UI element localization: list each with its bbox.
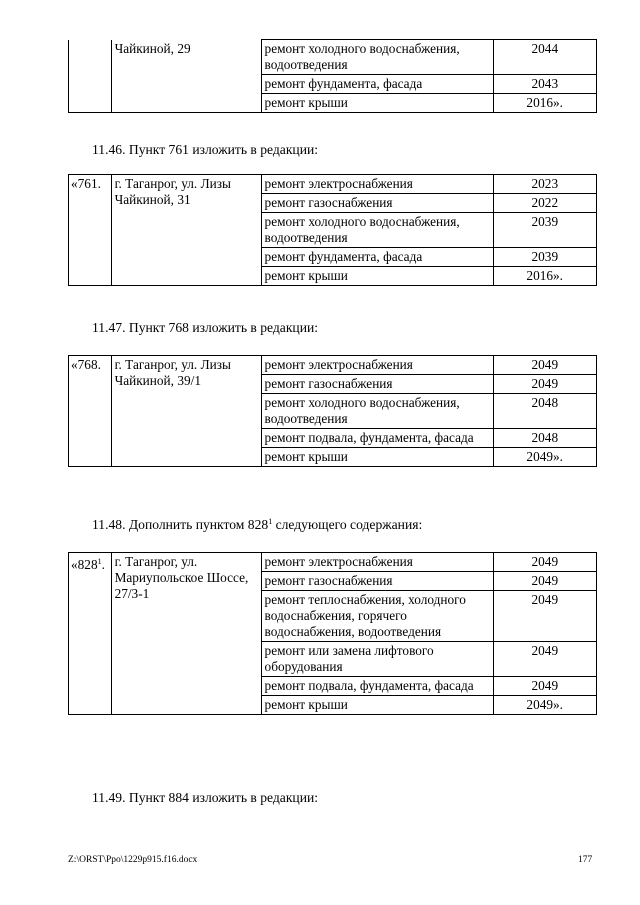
table-continuation [68,39,597,113]
cell-work: ремонт крыши [261,696,493,715]
table-item-768 [68,355,597,467]
cell-year: 2049 [493,642,596,677]
table-item-761 [68,174,597,286]
cell-year: 2049 [493,356,596,375]
cell-number: «768. [69,356,112,467]
cell-work: ремонт газоснабжения [261,375,493,394]
cell-work: ремонт теплоснабжения, холодного водоснабжения, горячего водоснабжения, водоотведения [261,591,493,642]
cell-address: г. Таганрог, ул. Лизы Чайкиной, 39/1 [111,356,261,467]
cell-year: 2016». [493,94,596,113]
cell-year: 2039 [493,248,596,267]
cell-work: ремонт газоснабжения [261,572,493,591]
cell-year: 2048 [493,394,596,429]
paragraph-11-47: 11.47. Пункт 768 изложить в редакции: [92,320,319,335]
cell-address: г. Таганрог, ул. Мариупольское Шоссе, 27/3-1 [111,553,261,715]
cell-work: ремонт холодного водоснабжения, водоотведения [261,394,493,429]
cell-work: ремонт подвала, фундамента, фасада [261,429,493,448]
cell-work: ремонт крыши [261,267,493,286]
cell-year: 2049 [493,572,596,591]
cell-number [69,553,112,715]
cell-year: 2044 [493,40,596,75]
footer-file-path: Z:\ORST\Ppo\1229p915.f16.docx [68,855,198,865]
cell-number [69,40,112,113]
footer-page-number: 177 [578,855,593,865]
cell-work: ремонт электроснабжения [261,553,493,572]
table-item-828-1 [68,552,597,715]
cell-work: ремонт фундамента, фасада [261,248,493,267]
cell-work: ремонт подвала, фундамента, фасада [261,677,493,696]
cell-work: ремонт электроснабжения [261,356,493,375]
cell-year: 2016». [493,267,596,286]
cell-year: 2023 [493,175,596,194]
cell-year: 2049». [493,448,596,467]
paragraph-text: следующего содержания: [272,517,423,532]
cell-work: ремонт крыши [261,94,493,113]
cell-work: ремонт фундамента, фасада [261,75,493,94]
cell-year: 2049 [493,677,596,696]
cell-work: ремонт крыши [261,448,493,467]
cell-work: ремонт холодного водоснабжения, водоотведения [261,213,493,248]
paragraph-11-49: 11.49. Пункт 884 изложить в редакции: [92,790,319,805]
cell-year: 2049 [493,375,596,394]
cell-year: 2049 [493,553,596,572]
cell-year: 2048 [493,429,596,448]
paragraph-11-48 [92,517,422,533]
cell-year: 2022 [493,194,596,213]
paragraph-11-46: 11.46. Пункт 761 изложить в редакции: [92,142,319,157]
cell-work: ремонт газоснабжения [261,194,493,213]
cell-work: ремонт холодного водоснабжения, водоотведения [261,40,493,75]
cell-year: 2049». [493,696,596,715]
superscript: 1 [268,517,273,526]
superscript: 1 [97,557,102,566]
item-number: «828 [71,557,98,572]
cell-address: Чайкиной, 29 [111,40,261,113]
item-number-dot: . [101,557,105,572]
cell-work: ремонт электроснабжения [261,175,493,194]
paragraph-text: 11.48. Дополнить пунктом 828 [92,517,269,532]
cell-number: «761. [69,175,112,286]
cell-year: 2043 [493,75,596,94]
cell-work: ремонт или замена лифтового оборудования [261,642,493,677]
cell-year: 2049 [493,591,596,642]
cell-address: г. Таганрог, ул. Лизы Чайкиной, 31 [111,175,261,286]
cell-year: 2039 [493,213,596,248]
